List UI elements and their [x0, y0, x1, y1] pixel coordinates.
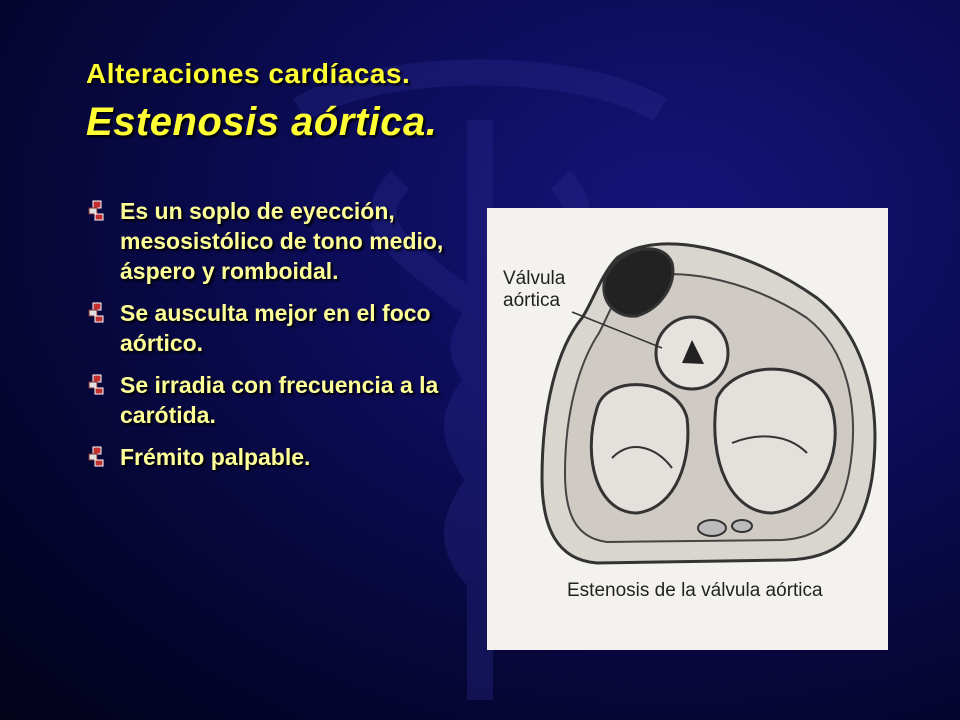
heart-valve-illustration [487, 208, 888, 650]
bullet-text: Frémito palpable. [120, 444, 311, 470]
bullet-item [86, 370, 476, 430]
bullet-item [86, 298, 476, 358]
bullet-text: Se irradia con frecuencia a la carótida. [120, 372, 439, 428]
figure-caption: Estenosis de la válvula aórtica [567, 580, 823, 601]
slide-title: Alteraciones cardíacas. [86, 58, 411, 89]
stacked-squares-icon [86, 446, 106, 468]
slide-subtitle: Estenosis aórtica. [86, 100, 438, 144]
bullet-text: Es un soplo de eyección, mesosistólico de tono medio, áspero y romboidal. [120, 198, 444, 284]
bullet-text: Se ausculta mejor en el foco aórtico. [120, 300, 431, 356]
stacked-squares-icon [86, 200, 106, 222]
bullet-item [86, 196, 476, 286]
valve-label-line2: aórtica [503, 290, 561, 311]
stacked-squares-icon [86, 302, 106, 324]
valve-label-line1: Válvula [503, 268, 566, 289]
bullet-list [86, 196, 476, 484]
stacked-squares-icon [86, 374, 106, 396]
bullet-item [86, 442, 476, 472]
valve-label [503, 268, 565, 312]
